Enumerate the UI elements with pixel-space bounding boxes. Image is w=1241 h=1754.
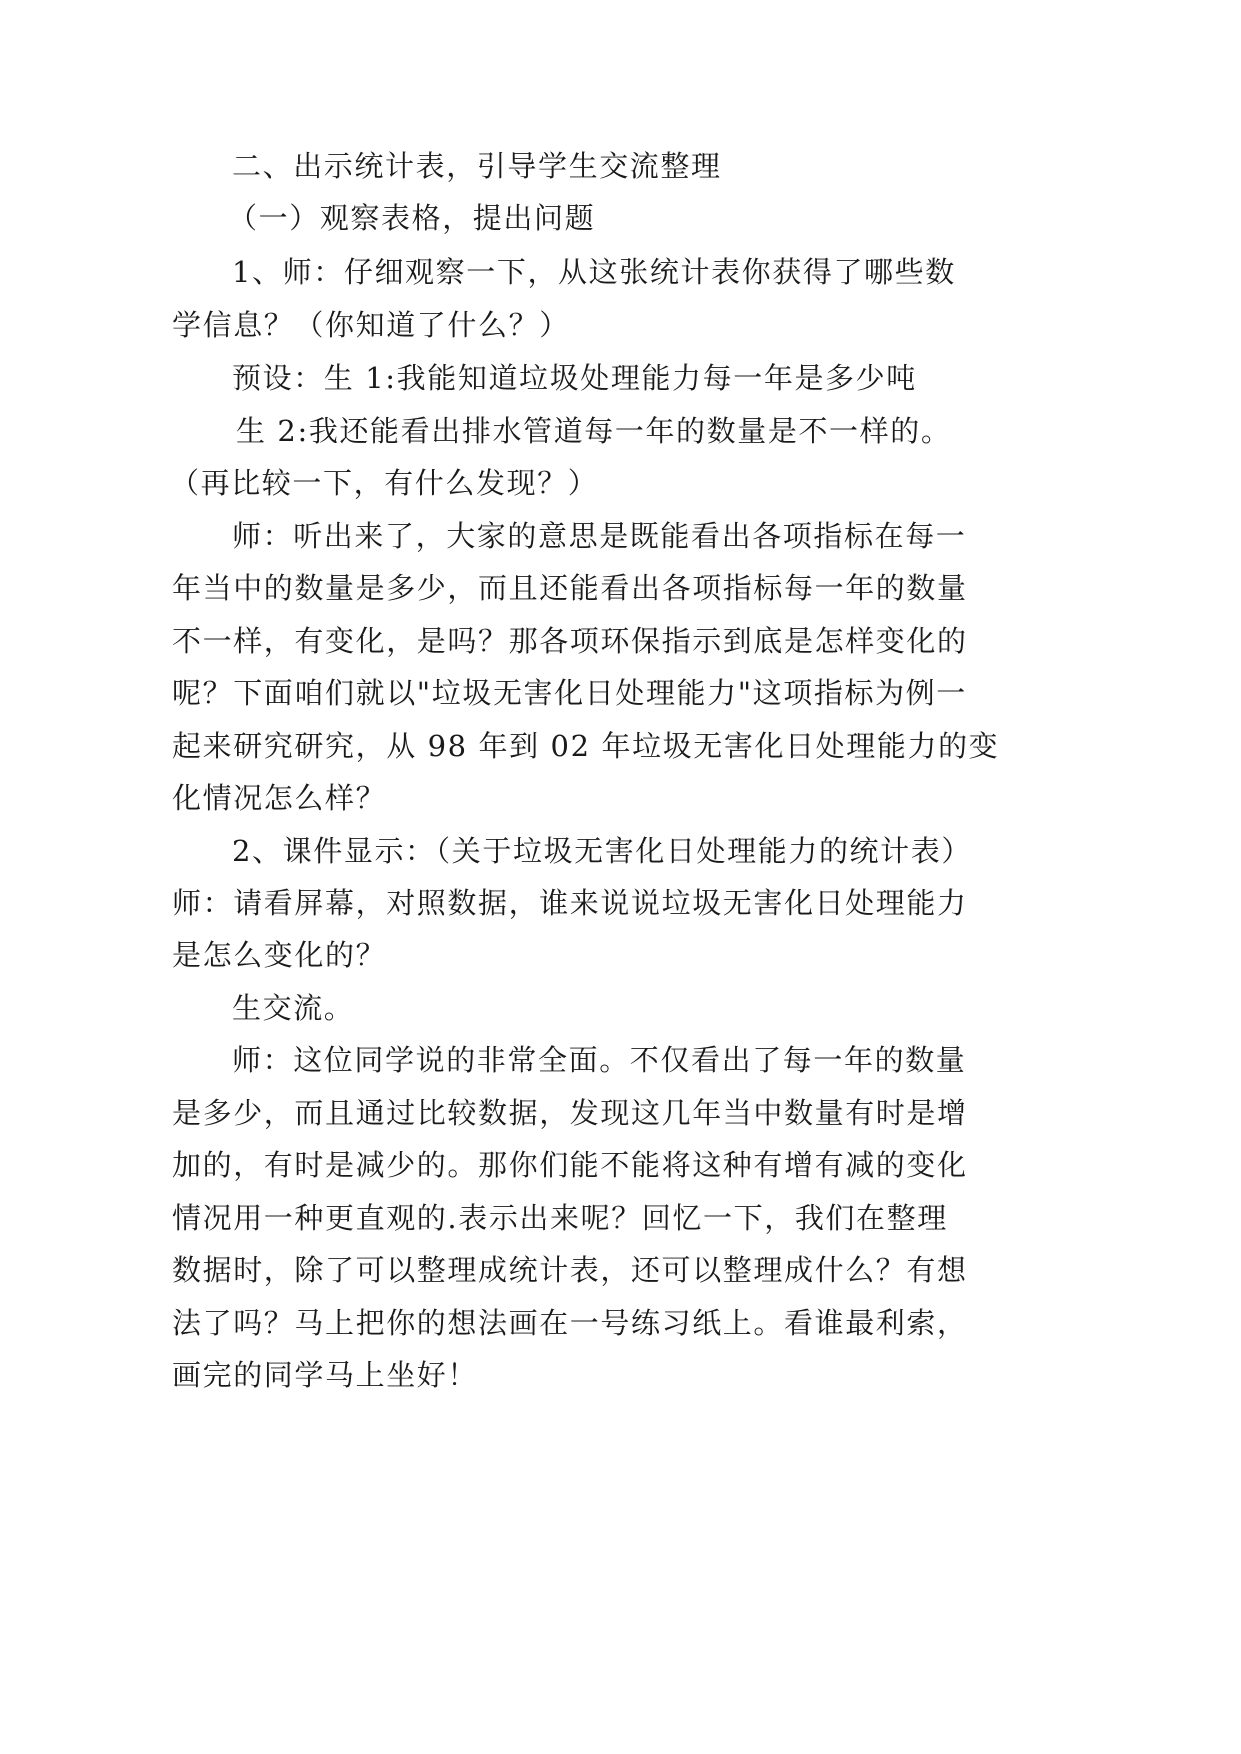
paragraph-line: 学信息？（你知道了什么？） <box>172 308 570 342</box>
paragraph-line: 加的，有时是减少的。那你们能不能将这种有增有减的变化 <box>172 1148 968 1182</box>
paragraph-line: 情况用一种更直观的.表示出来呢？回忆一下，我们在整理 <box>172 1201 948 1235</box>
paragraph-line: 呢？下面咱们就以"垃圾无害化日处理能力"这项指标为例一 <box>172 676 967 710</box>
section-heading: 二、出示统计表，引导学生交流整理 <box>232 149 722 183</box>
paragraph-line: 起来研究研究，从 98 年到 02 年垃圾无害化日处理能力的变 <box>172 729 1000 763</box>
paragraph-line: 1、师：仔细观察一下，从这张统计表你获得了哪些数 <box>232 255 956 289</box>
paragraph-line: 法了吗？马上把你的想法画在一号练习纸上。看谁最利索， <box>172 1306 968 1340</box>
paragraph-line: 数据时，除了可以整理成统计表，还可以整理成什么？有想 <box>172 1253 968 1287</box>
paragraph-line: 师：听出来了，大家的意思是既能看出各项指标在每一 <box>232 519 967 553</box>
paragraph-line: 不一样，有变化，是吗？那各项环保指示到底是怎样变化的 <box>172 624 968 658</box>
paragraph-line: 预设：生 1:我能知道垃圾处理能力每一年是多少吨 <box>232 361 917 395</box>
paragraph-line: 是怎么变化的？ <box>172 938 387 972</box>
paragraph-line: 画完的同学马上坐好！ <box>172 1358 479 1392</box>
paragraph-line: 师：这位同学说的非常全面。不仅看出了每一年的数量 <box>232 1043 967 1077</box>
paragraph-line: 年当中的数量是多少，而且还能看出各项指标每一年的数量 <box>172 571 968 605</box>
paragraph-line: 2、课件显示：（关于垃圾无害化日处理能力的统计表） <box>232 834 972 868</box>
paragraph-line: 是多少，而且通过比较数据，发现这几年当中数量有时是增 <box>172 1096 968 1130</box>
subsection-heading: （一）观察表格，提出问题 <box>228 201 596 235</box>
paragraph-line: 生 2:我还能看出排水管道每一年的数量是不一样的。 <box>236 414 952 448</box>
paragraph-line: （再比较一下，有什么发现？） <box>170 466 599 500</box>
paragraph-line: 化情况怎么样？ <box>172 781 387 815</box>
paragraph-line: 生交流。 <box>232 991 355 1025</box>
paragraph-line: 师：请看屏幕，对照数据，谁来说说垃圾无害化日处理能力 <box>172 886 968 920</box>
